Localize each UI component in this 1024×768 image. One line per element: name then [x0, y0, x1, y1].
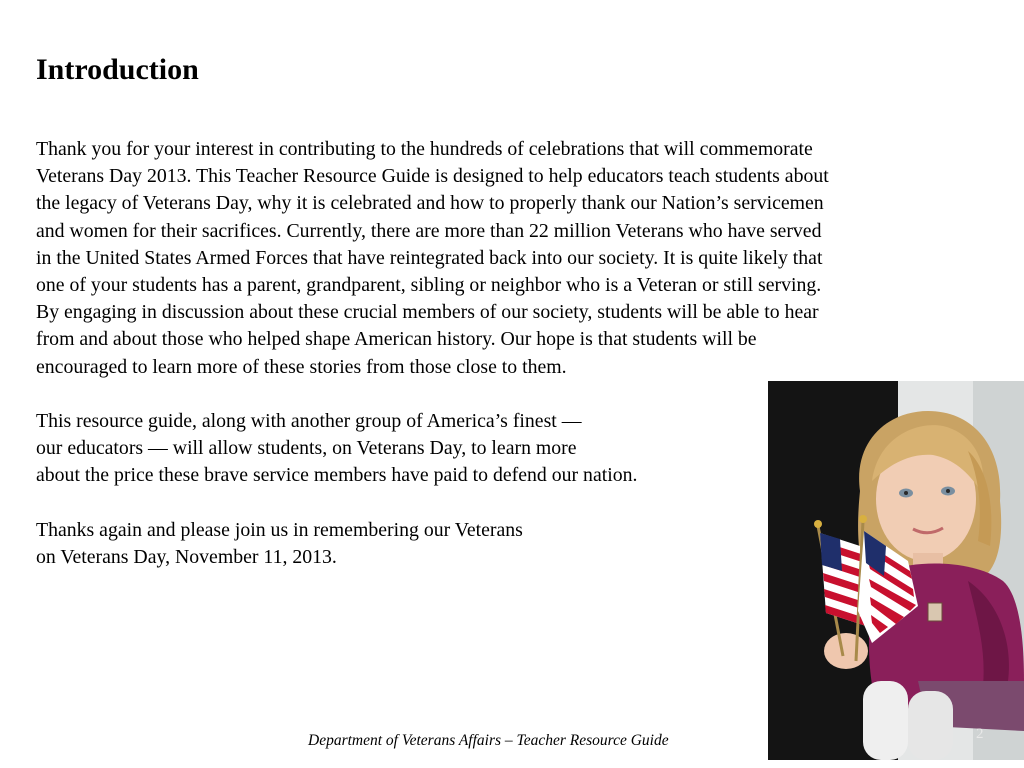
page-title: Introduction — [36, 53, 199, 86]
text-line: in the United States Armed Forces that have reintegrated back into our society. It is quite likely that — [36, 246, 823, 269]
text-line: encouraged to learn more of these stories from those close to them. — [36, 355, 567, 378]
text-line: one of your students has a parent, grandparent, sibling or neighbor who is a Veteran or still serving. — [36, 274, 822, 297]
text-line: Veterans Day 2013. This Teacher Resource Guide is designed to help educators teach students about — [36, 165, 829, 188]
text-line: about the price these brave service members have paid to defend our nation. — [36, 464, 638, 487]
text-line: Thanks again and please join us in remembering our Veterans — [36, 519, 523, 541]
text-line: on Veterans Day, November 11, 2013. — [36, 546, 337, 569]
text-line: from and about those who helped shape American history. Our hope is that students will be — [36, 328, 757, 351]
child-with-flags-photo — [768, 381, 1024, 760]
page-number: 2 — [976, 726, 984, 742]
text-line: and women for their sacrifices. Currently, there are more than 22 million Veterans who have served — [36, 219, 822, 242]
footer-text: Department of Veterans Affairs – Teacher Resource Guide — [308, 732, 669, 749]
text-line: Thank you for your interest in contributing to the hundreds of celebrations that will commemorate — [36, 138, 813, 160]
intro-paragraph-2 — [36, 408, 756, 490]
text-line: This resource guide, along with another group of America’s finest — — [36, 410, 582, 432]
text-line: By engaging in discussion about these crucial members of our society, students will be able to hear — [36, 301, 819, 324]
text-line: the legacy of Veterans Day, why it is celebrated and how to properly thank our Nation’s servicemen — [36, 192, 824, 215]
text-line: our educators — will allow students, on Veterans Day, to learn more — [36, 437, 577, 460]
intro-paragraph-3 — [36, 517, 756, 571]
photo-illustration — [768, 381, 1024, 760]
intro-paragraph-1 — [36, 136, 976, 381]
